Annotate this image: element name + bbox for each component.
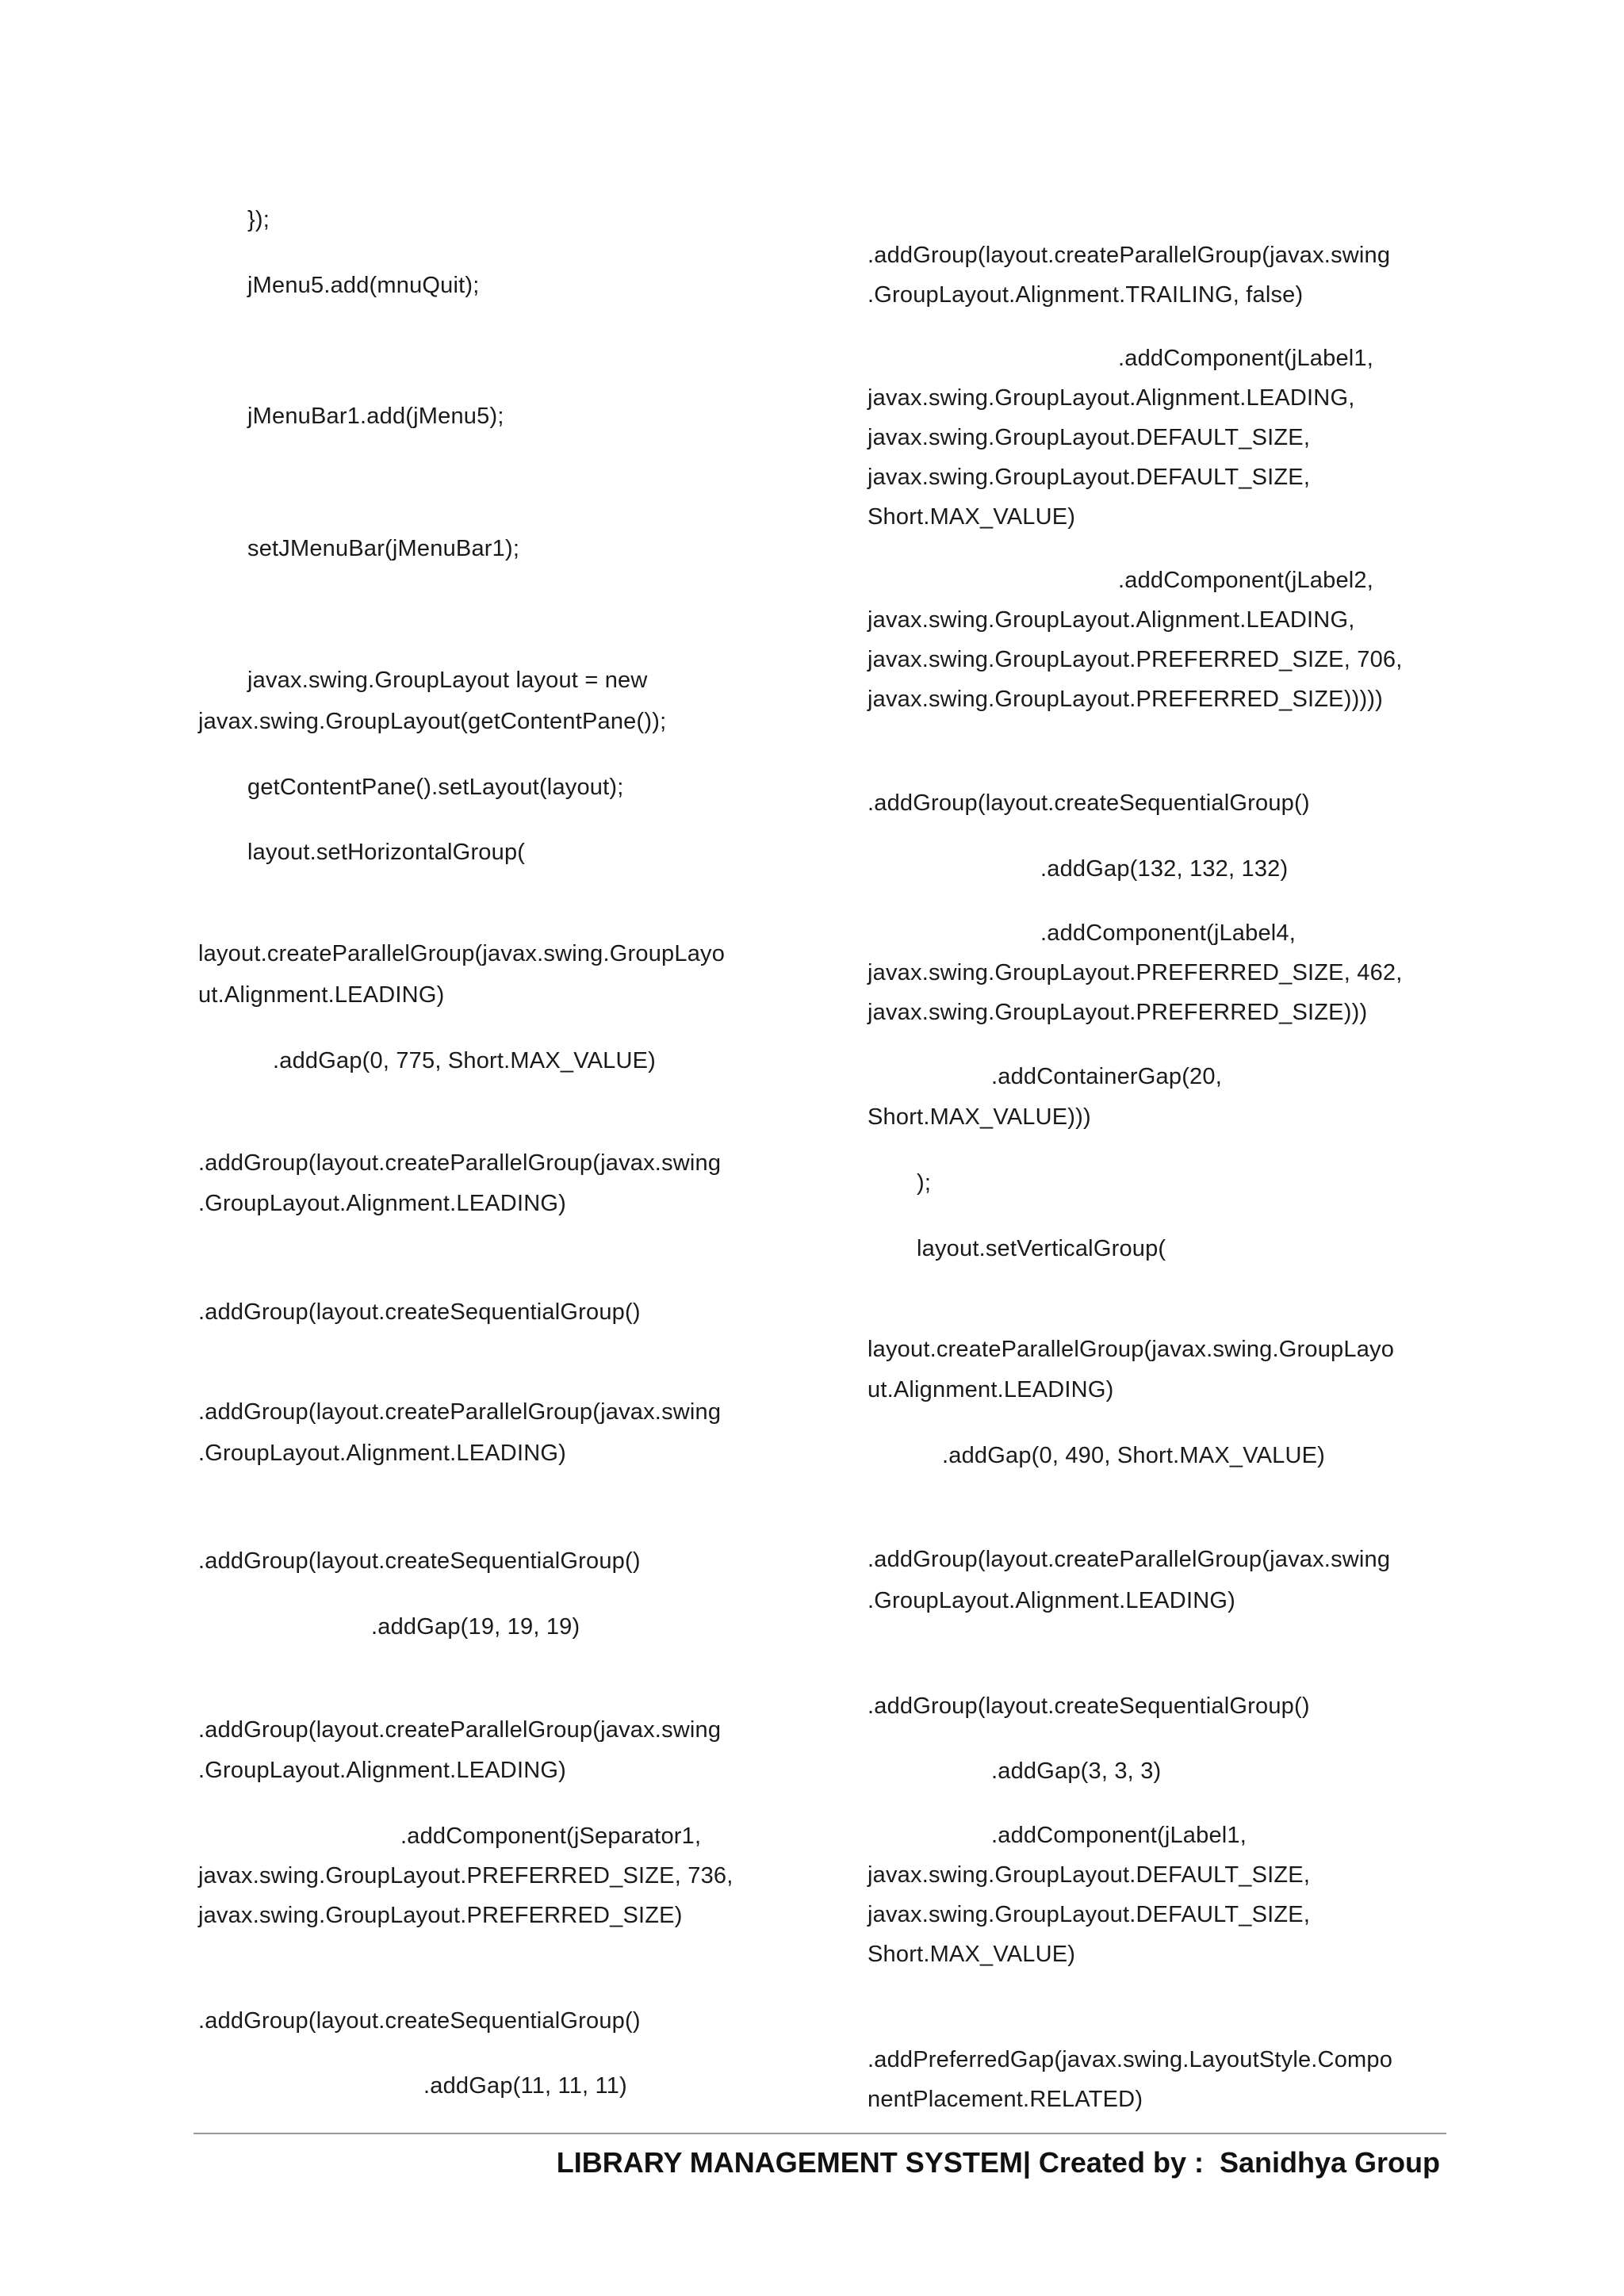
code-line: .addGroup(layout.createSequentialGroup() [198,1548,641,1574]
code-line: .GroupLayout.Alignment.LEADING) [868,1588,1235,1613]
code-line: .GroupLayout.Alignment.LEADING) [198,1758,566,1783]
code-line: Short.MAX_VALUE) [868,1942,1076,1967]
code-line: .addGap(19, 19, 19) [371,1614,580,1640]
code-line: .addGroup(layout.createParallelGroup(javax.swing [198,1150,722,1176]
code-line: .addGroup(layout.createSequentialGroup() [868,1693,1310,1719]
footer-divider [193,2133,1446,2134]
code-line: layout.setVerticalGroup( [917,1236,1166,1261]
code-line: .addComponent(jSeparator1, [400,1823,702,1849]
code-line: javax.swing.GroupLayout(getContentPane()); [198,709,667,734]
code-line: javax.swing.GroupLayout.DEFAULT_SIZE, [868,1862,1311,1888]
page-footer: LIBRARY MANAGEMENT SYSTEM| Created by : Sanidhya Group [556,2146,1440,2179]
code-line: .GroupLayout.Alignment.LEADING) [198,1441,566,1466]
code-line: .GroupLayout.Alignment.TRAILING, false) [868,282,1304,308]
code-line: layout.createParallelGroup(javax.swing.GroupLayo [868,1337,1395,1362]
code-line: .addPreferredGap(javax.swing.LayoutStyle.Compo [868,2047,1393,2072]
code-line: .addGroup(layout.createParallelGroup(javax.swing [198,1399,722,1425]
code-line: Short.MAX_VALUE))) [868,1104,1091,1130]
code-line: .addComponent(jLabel1, [1118,346,1374,371]
code-line: .addGroup(layout.createParallelGroup(javax.swing [868,1547,1391,1572]
code-line: javax.swing.GroupLayout.PREFERRED_SIZE))) [868,1000,1368,1025]
code-line: javax.swing.GroupLayout.PREFERRED_SIZE, 736, [198,1863,733,1888]
code-line: javax.swing.GroupLayout.PREFERRED_SIZE, 706, [868,647,1403,672]
code-line: layout.createParallelGroup(javax.swing.GroupLayo [198,941,726,966]
code-line: .addGroup(layout.createParallelGroup(javax.swing [868,243,1391,268]
code-line: .addComponent(jLabel1, [991,1823,1247,1848]
code-line: .addComponent(jLabel2, [1118,568,1374,593]
code-line: ut.Alignment.LEADING) [198,982,445,1008]
code-line: .addComponent(jLabel4, [1040,920,1297,946]
code-line: javax.swing.GroupLayout layout = new [247,668,648,693]
code-line: javax.swing.GroupLayout.PREFERRED_SIZE))))) [868,687,1384,712]
code-line: javax.swing.GroupLayout.Alignment.LEADING, [868,385,1355,411]
code-line: jMenu5.add(mnuQuit); [247,273,480,298]
code-line: .addGap(3, 3, 3) [991,1758,1162,1784]
code-line: nentPlacement.RELATED) [868,2087,1143,2112]
code-line: .addGap(0, 775, Short.MAX_VALUE) [273,1048,657,1073]
code-line: javax.swing.GroupLayout.Alignment.LEADING, [868,607,1355,633]
code-line: .addGroup(layout.createSequentialGroup() [198,2008,641,2034]
code-line: javax.swing.GroupLayout.DEFAULT_SIZE, [868,425,1311,450]
code-line: ); [917,1170,932,1196]
code-line: .addGap(11, 11, 11) [423,2073,627,2099]
code-line: ut.Alignment.LEADING) [868,1377,1114,1402]
code-line: layout.setHorizontalGroup( [247,840,526,865]
code-line: setJMenuBar(jMenuBar1); [247,536,520,561]
code-line: .addGroup(layout.createSequentialGroup() [198,1299,641,1325]
code-line: .addGroup(layout.createParallelGroup(javax.swing [198,1717,722,1743]
code-line: javax.swing.GroupLayout.DEFAULT_SIZE, [868,1902,1311,1927]
code-line: javax.swing.GroupLayout.PREFERRED_SIZE, 462, [868,960,1403,985]
code-line: Short.MAX_VALUE) [868,504,1076,530]
code-line: jMenuBar1.add(jMenu5); [247,404,504,429]
code-line: }); [247,207,270,232]
code-line: javax.swing.GroupLayout.DEFAULT_SIZE, [868,465,1311,490]
code-line: javax.swing.GroupLayout.PREFERRED_SIZE) [198,1903,683,1928]
code-line: .addGroup(layout.createSequentialGroup() [868,790,1310,816]
code-line: .addContainerGap(20, [991,1064,1222,1089]
code-line: .GroupLayout.Alignment.LEADING) [198,1191,566,1216]
code-line: getContentPane().setLayout(layout); [247,775,624,800]
code-line: .addGap(0, 490, Short.MAX_VALUE) [942,1443,1326,1468]
code-line: .addGap(132, 132, 132) [1040,856,1289,882]
